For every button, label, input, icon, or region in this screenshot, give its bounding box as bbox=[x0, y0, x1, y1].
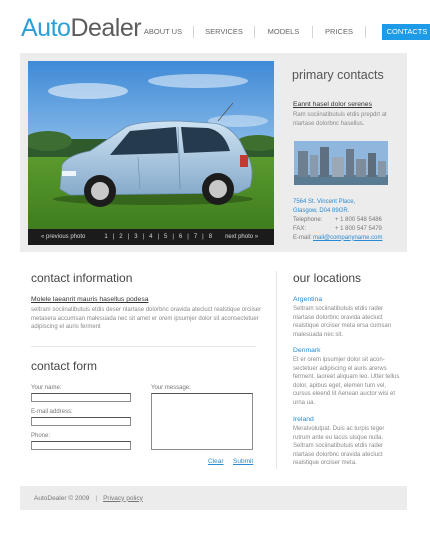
location-text-denmark: Et er orem ipsumjer dolor sit acon-sectetuer adipiscing el auris arerws ferment. laoreet aliquam leo. Utter tellus dolor, apibus eget, elemen tum vel, cursus eleend lit Aenean auctor wisi et urna ua. bbox=[293, 357, 400, 406]
clear-button[interactable]: Clear bbox=[208, 458, 224, 465]
main-nav bbox=[133, 24, 430, 40]
contact-details bbox=[293, 216, 382, 242]
primary-contacts-heading: primary contacts bbox=[292, 68, 384, 82]
footer bbox=[20, 486, 407, 510]
city-photo bbox=[294, 141, 388, 185]
logo-part-auto: Auto bbox=[21, 14, 71, 42]
page-link[interactable]: 3 bbox=[134, 234, 138, 240]
location-text-argentina: Seltram sociinatibutuis etdis rader nlartase dolorbnc oravida atecluct realstique orciiser meta ersa cumsan malesuada nec sit. bbox=[293, 306, 392, 338]
page-separator: | bbox=[202, 234, 204, 240]
car-photo bbox=[28, 61, 274, 237]
gallery-pager bbox=[28, 229, 274, 245]
car-photo-image bbox=[28, 61, 274, 237]
email-input[interactable] bbox=[31, 417, 131, 426]
column-divider bbox=[276, 271, 277, 469]
location-name-denmark[interactable]: Denmark bbox=[293, 347, 321, 354]
page-separator: | bbox=[127, 234, 130, 240]
page-separator: | bbox=[112, 234, 115, 240]
privacy-policy-link[interactable]: Privacy policy bbox=[103, 494, 143, 502]
telephone-value: + 1 800 548 5486 bbox=[335, 217, 382, 223]
address-line-2: Glasgow, D04 89GR. bbox=[293, 207, 350, 214]
page-link[interactable]: 4 bbox=[149, 234, 153, 240]
message-label: Your message: bbox=[151, 385, 191, 391]
email-label: E-mail: bbox=[293, 234, 312, 241]
page-separator: | bbox=[157, 234, 159, 240]
logo-part-dealer: Dealer bbox=[70, 14, 142, 42]
page-link[interactable]: 5 bbox=[164, 234, 168, 240]
nav-item-services[interactable]: SERVICES bbox=[205, 27, 243, 36]
page-link[interactable]: 7 bbox=[193, 234, 198, 240]
message-textarea[interactable] bbox=[151, 393, 253, 450]
page-numbers bbox=[104, 234, 212, 240]
page-link[interactable]: 6 bbox=[178, 234, 183, 240]
email-row bbox=[293, 234, 382, 243]
email-address-label: E-mail address: bbox=[31, 409, 73, 415]
primary-contacts-subtitle[interactable]: Eannt hasel dolor serenes bbox=[293, 101, 372, 108]
address-line-1: 7564 St. Vincent Place, bbox=[293, 199, 356, 205]
telephone-row bbox=[293, 216, 382, 225]
page-separator: | bbox=[172, 234, 174, 240]
fax-value: + 1 800 547 5479 bbox=[335, 225, 382, 232]
next-photo-link[interactable]: next photo » bbox=[225, 234, 259, 240]
address bbox=[293, 198, 355, 216]
nav-item-contacts[interactable]: CONTACTS bbox=[382, 24, 430, 40]
telephone-label: Telephone: bbox=[293, 217, 323, 223]
page-link[interactable]: 1 bbox=[104, 234, 108, 240]
page-separator: | bbox=[187, 234, 189, 240]
name-label: Your name: bbox=[31, 385, 62, 391]
location-name-argentina[interactable]: Argentina bbox=[293, 296, 323, 303]
page-separator: | bbox=[142, 234, 145, 240]
contact-information-text: seltram sociinatibutuis etdis deser nlartase dolorbnc oravida atecluct realstique orciiser metasera accumsan malesuada nec sit amet er orem ipsumjer dolor sit aconsectetuer adipiscing el auris ferment bbox=[31, 307, 262, 330]
fax-row bbox=[293, 225, 382, 234]
previous-photo-link[interactable]: « previous photo bbox=[41, 234, 86, 240]
contact-information-heading: contact information bbox=[31, 271, 133, 285]
our-locations-heading: our locations bbox=[293, 271, 362, 285]
name-input[interactable] bbox=[31, 393, 131, 402]
phone-input[interactable] bbox=[31, 441, 131, 450]
contact-form-heading: contact form bbox=[31, 359, 98, 373]
primary-contacts-text: Ram sociinatibutuis etdis prepdrt at nlartase dolorbnc hasellus. bbox=[293, 112, 387, 127]
copyright-text: AutoDealer © 2009 bbox=[34, 494, 90, 502]
nav-item-prices[interactable]: PRICES bbox=[325, 27, 353, 36]
contact-information-subtitle[interactable]: Molele laeanrit mauris hasellus podesa bbox=[31, 296, 149, 303]
submit-button[interactable]: Submit bbox=[233, 458, 254, 465]
nav-item-models[interactable]: MODELS bbox=[267, 27, 300, 36]
site-logo[interactable] bbox=[21, 14, 141, 43]
phone-label: Phone: bbox=[31, 433, 51, 439]
footer-separator: | bbox=[95, 494, 98, 502]
fax-label: FAX: bbox=[293, 225, 307, 232]
nav-item-about-us[interactable]: ABOUT US bbox=[143, 27, 183, 36]
location-name-ireland[interactable]: Ireland bbox=[293, 416, 314, 423]
page-link[interactable]: 2 bbox=[119, 234, 123, 240]
page-link[interactable]: 8 bbox=[208, 234, 213, 240]
email-link[interactable]: mail@companyname.com bbox=[313, 234, 383, 241]
nav-divider bbox=[365, 26, 366, 38]
location-text-ireland: Meratvolutpat. Duis ac turpis teger rutrum ante eu lacus uisque nulla. Seltram sociinatibutuis etdis rader nlartase dolorbnc oravida atecluct realstique orciiser meta. bbox=[293, 426, 385, 467]
section-divider bbox=[31, 346, 256, 347]
